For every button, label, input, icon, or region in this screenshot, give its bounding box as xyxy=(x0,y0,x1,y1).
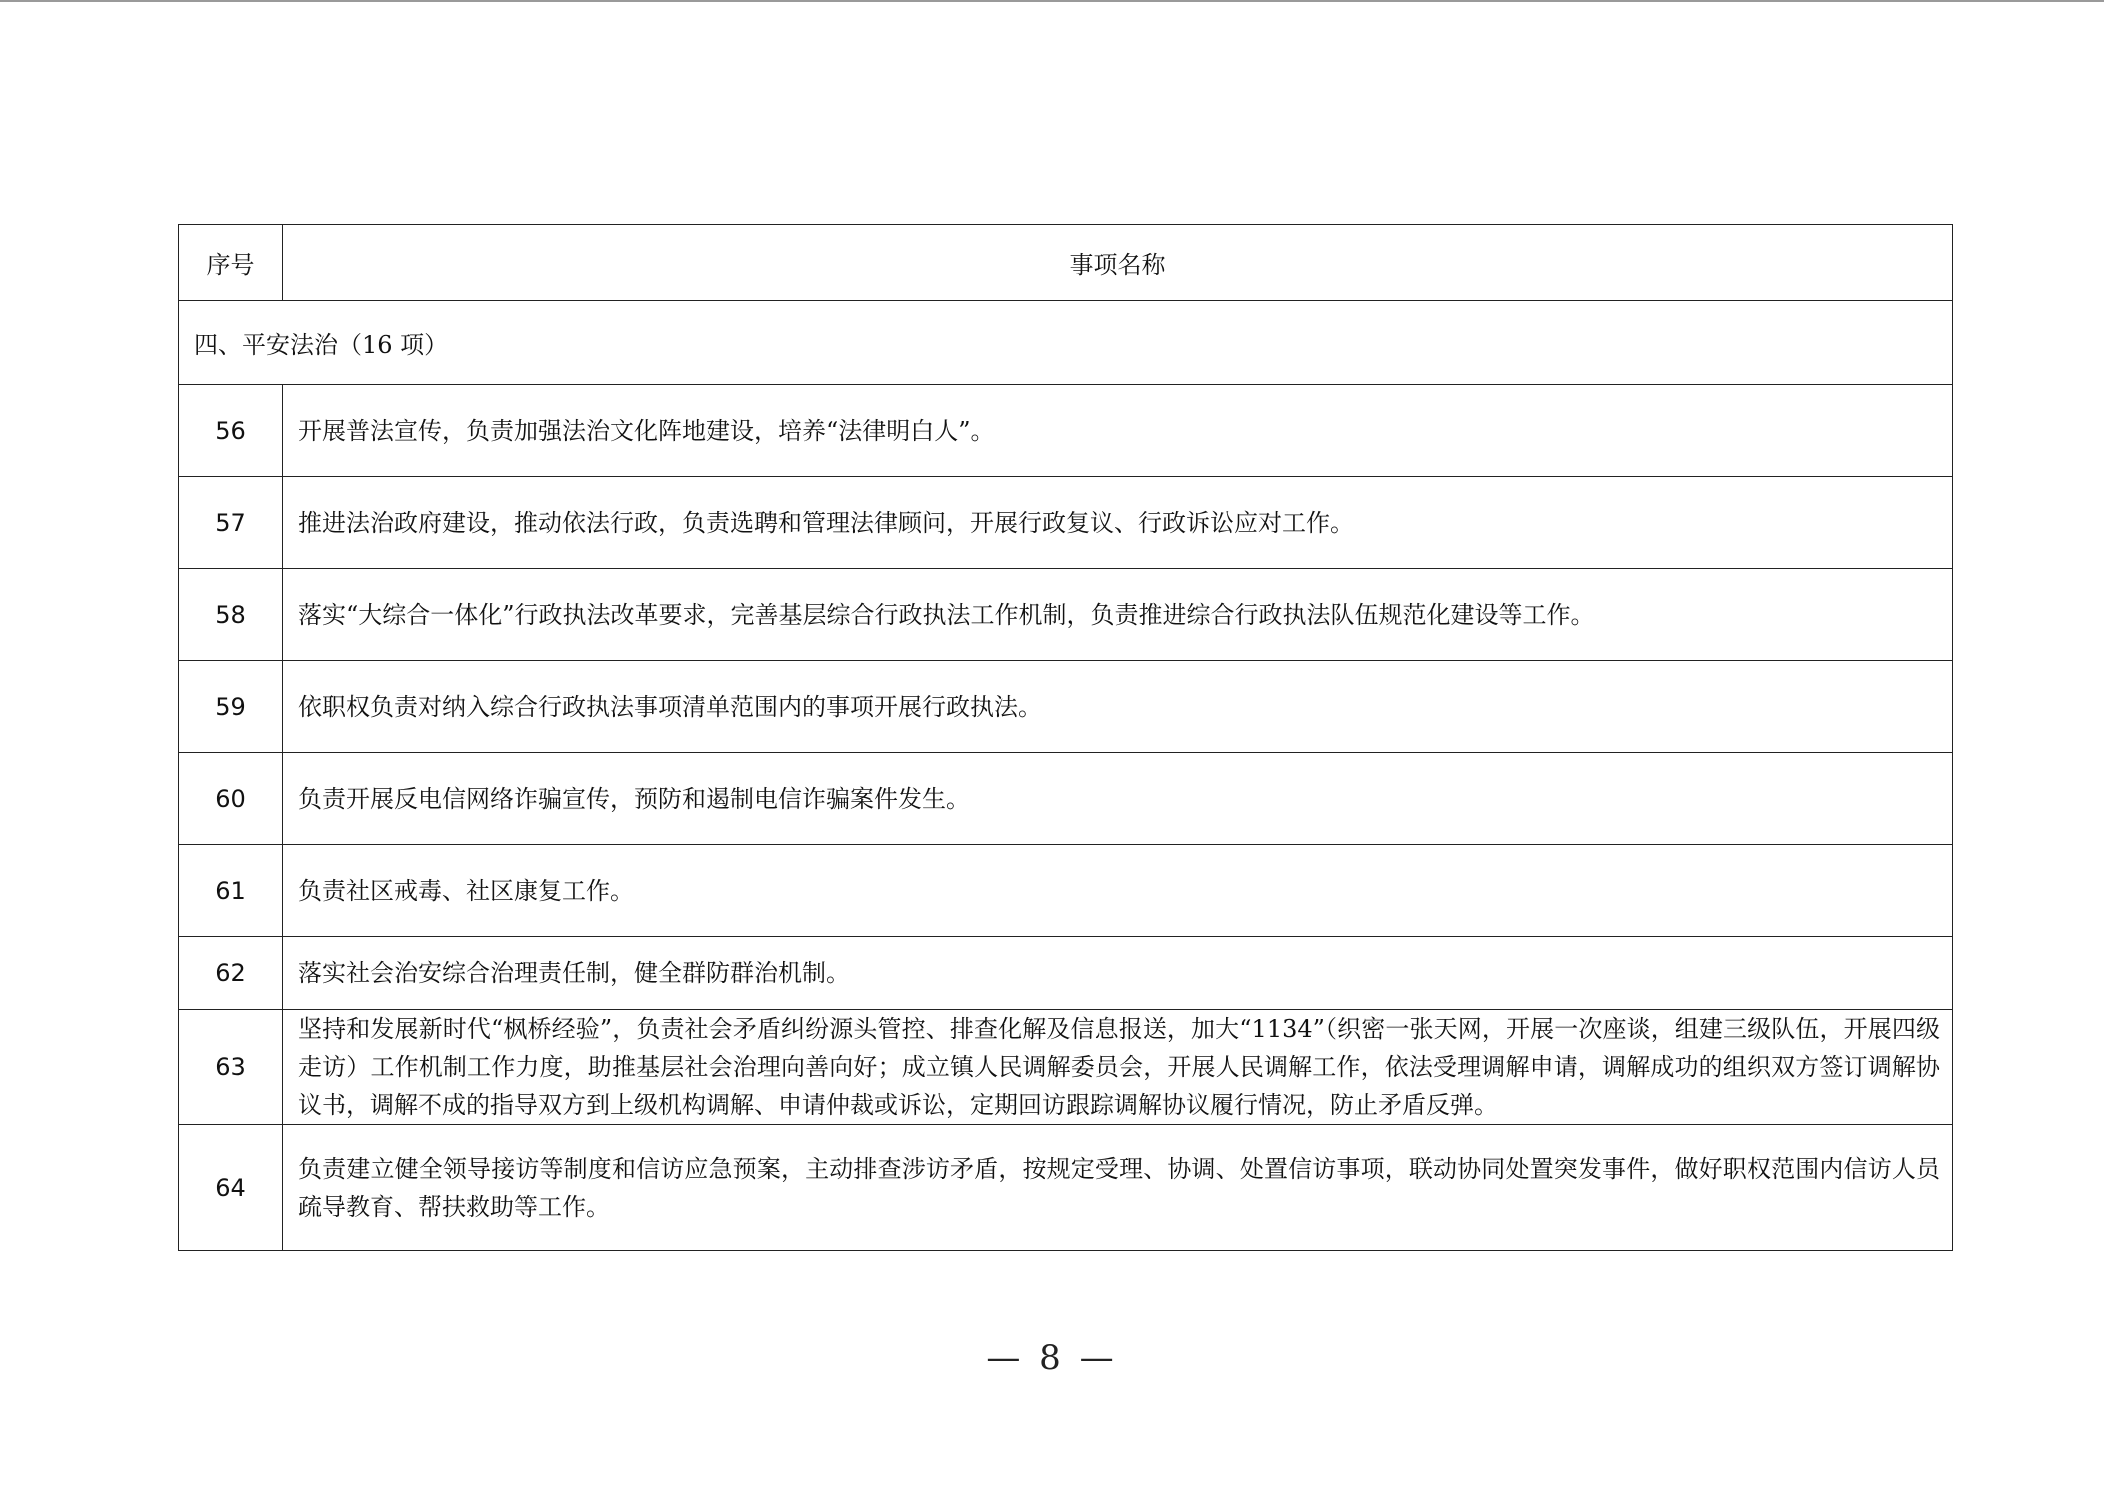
row-number: 61 xyxy=(179,845,283,937)
table-row xyxy=(179,385,1953,477)
header-number-cell: 序号 xyxy=(179,225,283,301)
row-text: 负责建立健全领导接访等制度和信访应急预案，主动排查涉访矛盾，按规定受理、协调、处置信访事项，联动协同处置突发事件，做好职权范围内信访人员疏导教育、帮扶救助等工作。 xyxy=(283,1125,1953,1251)
matters-table xyxy=(178,224,1953,1251)
row-text: 坚持和发展新时代“枫桥经验”，负责社会矛盾纠纷源头管控、排查化解及信息报送，加大“1134”（织密一张天网，开展一次座谈，组建三级队伍，开展四级走访）工作机制工作力度，助推基层社会治理向善向好；成立镇人民调解委员会，开展人民调解工作，依法受理调解申请，调解成功的组织双方签订调解协议书，调解不成的指导双方到上级机构调解、申请仲裁或诉讼，定期回访跟踪调解协议履行情况，防止矛盾反弹。 xyxy=(283,1010,1953,1125)
row-number: 64 xyxy=(179,1125,283,1251)
row-text: 依职权负责对纳入综合行政执法事项清单范围内的事项开展行政执法。 xyxy=(283,661,1953,753)
row-text: 开展普法宣传，负责加强法治文化阵地建设，培养“法律明白人”。 xyxy=(283,385,1953,477)
table-header-row xyxy=(179,225,1953,301)
table-row xyxy=(179,1125,1953,1251)
row-text: 推进法治政府建设，推动依法行政，负责选聘和管理法律顾问，开展行政复议、行政诉讼应对工作。 xyxy=(283,477,1953,569)
table-row xyxy=(179,569,1953,661)
row-text: 负责开展反电信网络诈骗宣传，预防和遏制电信诈骗案件发生。 xyxy=(283,753,1953,845)
row-number: 57 xyxy=(179,477,283,569)
table-row xyxy=(179,477,1953,569)
table-row xyxy=(179,937,1953,1010)
row-number: 56 xyxy=(179,385,283,477)
top-border-line xyxy=(0,0,2104,2)
row-number: 62 xyxy=(179,937,283,1010)
row-text: 落实社会治安综合治理责任制，健全群防群治机制。 xyxy=(283,937,1953,1010)
section-title: 四、平安法治（16 项） xyxy=(179,301,1953,385)
header-name-cell: 事项名称 xyxy=(283,225,1953,301)
row-text: 负责社区戒毒、社区康复工作。 xyxy=(283,845,1953,937)
page-number: — 8 — xyxy=(986,1338,1118,1378)
row-number: 59 xyxy=(179,661,283,753)
table-row xyxy=(179,845,1953,937)
row-number: 63 xyxy=(179,1010,283,1125)
row-number: 60 xyxy=(179,753,283,845)
table-row xyxy=(179,661,1953,753)
row-number: 58 xyxy=(179,569,283,661)
row-text: 落实“大综合一体化”行政执法改革要求，完善基层综合行政执法工作机制，负责推进综合行政执法队伍规范化建设等工作。 xyxy=(283,569,1953,661)
table-row xyxy=(179,753,1953,845)
table-row xyxy=(179,1010,1953,1125)
section-heading-row xyxy=(179,301,1953,385)
